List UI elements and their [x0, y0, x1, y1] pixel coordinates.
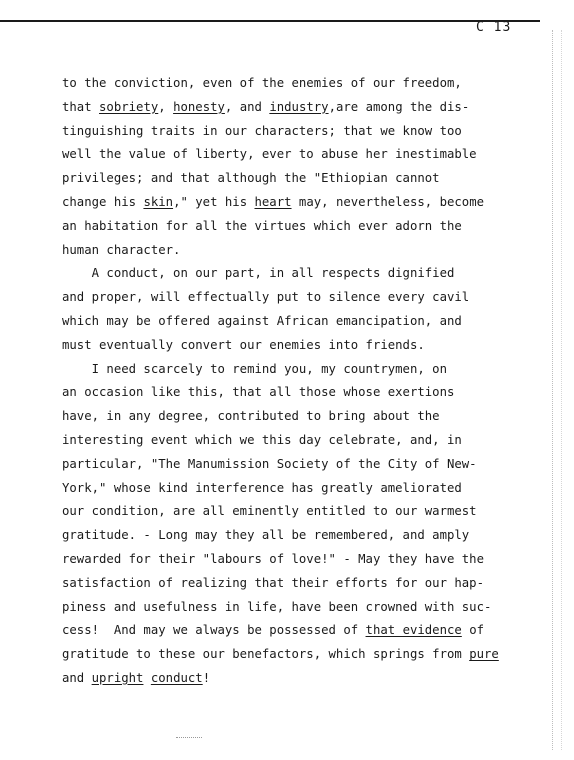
- text-run: A conduct, on our part, in all respects dignified: [62, 266, 455, 281]
- text-run: tinguishing traits in our characters; that we know too: [62, 123, 462, 138]
- text-line: [62, 643, 499, 667]
- text-run: our condition, are all eminently entitled to our warmest: [62, 504, 477, 519]
- text-line: [62, 453, 482, 477]
- text-run: change his: [62, 194, 144, 209]
- text-run: I need scarcely to remind you, my countrymen, on: [62, 361, 447, 376]
- text-line: [62, 572, 482, 596]
- text-run: cess! And may we always be possessed of: [62, 623, 366, 638]
- text-run: satisfaction of realizing that their efforts for our hap-: [62, 575, 484, 590]
- text-line: [62, 477, 482, 501]
- text-run: may, nevertheless, become: [291, 194, 485, 209]
- text-line: [62, 262, 482, 286]
- text-line: [62, 167, 482, 191]
- text-run: piness and usefulness in life, have been crowned with suc-: [62, 599, 492, 614]
- text-run: , and: [224, 99, 270, 114]
- text-line: [62, 334, 482, 358]
- text-line: [62, 429, 482, 453]
- underlined-word: honesty: [173, 99, 225, 114]
- underlined-word: heart: [254, 194, 292, 209]
- text-line: [62, 358, 482, 382]
- text-run: to the conviction, even of the enemies of our freedom,: [62, 76, 462, 90]
- text-run: have, in any degree, contributed to bring about the: [62, 409, 440, 424]
- text-line: [62, 143, 482, 167]
- text-line: [62, 548, 482, 572]
- text-line: [62, 310, 482, 334]
- text-run: well the value of liberty, ever to abuse her inestimable: [62, 147, 477, 162]
- text-line: [62, 215, 482, 239]
- underlined-word: pure: [469, 647, 499, 662]
- text-line: [62, 524, 482, 548]
- text-run: of: [461, 623, 485, 638]
- text-run: and proper, will effectually put to silence every cavil: [62, 290, 470, 305]
- underlined-word: upright: [91, 670, 144, 685]
- text-run: that: [62, 99, 100, 114]
- text-line: [62, 72, 482, 96]
- underlined-word: industry: [269, 99, 329, 114]
- text-line: [62, 191, 485, 215]
- text-run: [143, 671, 150, 685]
- header-rule: [0, 20, 540, 22]
- text-run: gratitude. - Long may they all be remembered, and amply: [62, 528, 470, 543]
- text-line: [62, 596, 492, 620]
- text-line: [62, 96, 482, 120]
- text-run: York," whose kind interference has greatly ameliorated: [62, 480, 462, 495]
- text-run: ,: [158, 99, 174, 114]
- page-number: C 13: [476, 20, 512, 35]
- text-run: particular, "The Manumission Society of the City of New-: [62, 456, 477, 471]
- text-run: interesting event which we this day celebrate, and, in: [62, 432, 462, 447]
- text-line: [62, 120, 482, 144]
- text-run: which may be offered against African emancipation, and: [62, 313, 462, 328]
- text-line: [62, 500, 482, 524]
- text-run: rewarded for their "labours of love!" - May they have the: [62, 551, 484, 566]
- underlined-word: skin: [143, 194, 174, 209]
- text-run: an occasion like this, that all those whose exertions: [62, 385, 455, 400]
- text-line: [62, 667, 482, 691]
- text-line: [62, 381, 482, 405]
- text-line: [62, 619, 485, 643]
- text-run: gratitude to these our benefactors, which springs from: [62, 647, 470, 662]
- text-run: ," yet his: [173, 194, 255, 209]
- underlined-word: conduct: [150, 670, 203, 685]
- page-edge-margin: [552, 30, 562, 750]
- text-run: must eventually convert our enemies into friends.: [62, 337, 425, 352]
- text-run: !: [202, 670, 211, 685]
- text-run: and: [62, 670, 92, 685]
- text-run: an habitation for all the virtues which ever adorn the: [62, 218, 462, 233]
- text-run: privileges; and that although the "Ethiopian cannot: [62, 171, 440, 186]
- text-run: human character.: [62, 242, 181, 257]
- underlined-word: that evidence: [365, 623, 462, 638]
- document-body: [62, 72, 499, 691]
- text-run: ,are among the dis-: [328, 99, 470, 114]
- text-line: [62, 286, 482, 310]
- bottom-mark: [176, 737, 202, 738]
- underlined-word: sobriety: [99, 99, 159, 114]
- text-line: [62, 239, 482, 263]
- text-line: [62, 405, 482, 429]
